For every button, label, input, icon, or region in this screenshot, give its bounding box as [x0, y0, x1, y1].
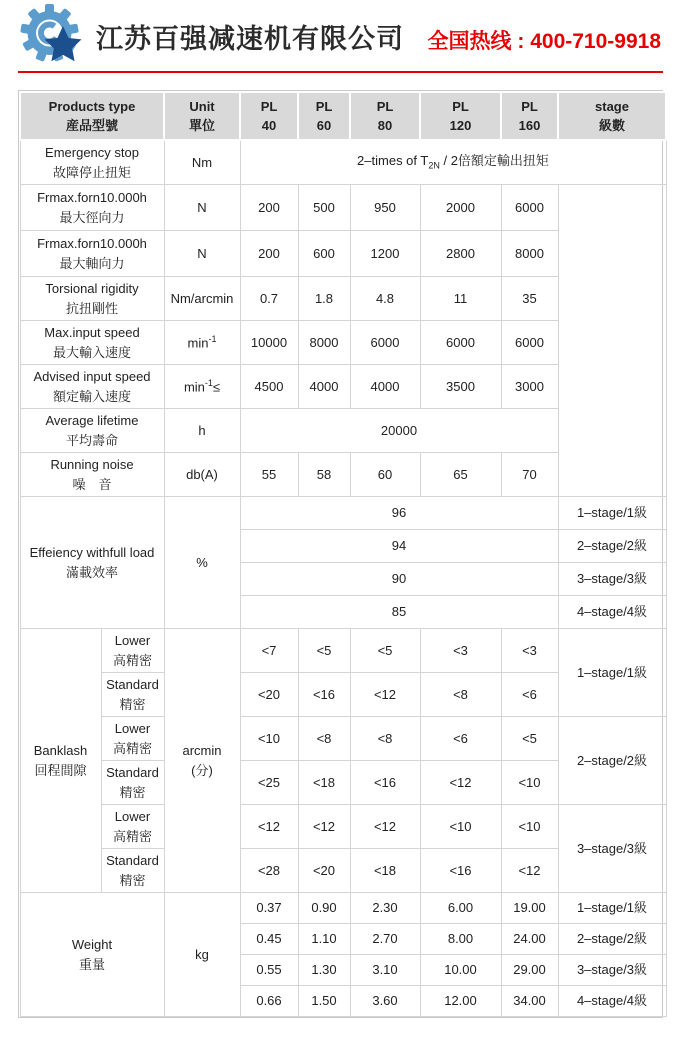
text-zh: 精密: [119, 872, 146, 888]
value-cell: 6000: [420, 321, 501, 365]
value-cell: 8000: [501, 231, 558, 277]
value-cell-span: 94: [240, 530, 558, 563]
hotline: [428, 25, 661, 55]
value-cell: 8.00: [420, 924, 501, 955]
text-line: 80: [377, 118, 393, 133]
text-zh: 高精密: [112, 652, 152, 668]
value-cell: <10: [240, 717, 298, 761]
unit-cell: db(A): [164, 453, 240, 497]
value-cell: 4.8: [350, 277, 420, 321]
value-cell: 1.30: [298, 955, 350, 986]
value-cell: 3000: [501, 365, 558, 409]
row-label-max-input-speed: [20, 321, 164, 365]
stage-empty-cell: [558, 185, 666, 497]
unit-cell: [164, 365, 240, 409]
company-logo: [18, 3, 86, 67]
col-header-stage: [558, 92, 666, 140]
stage-cell: 4–stage/4級: [558, 596, 666, 629]
value-cell: 500: [298, 185, 350, 231]
row-label-efficiency: [20, 497, 164, 629]
unit-superscript: -1: [204, 377, 213, 388]
value-cell: 60: [350, 453, 420, 497]
text-zh: 精密: [119, 696, 146, 712]
text-line: PL: [452, 98, 469, 114]
text-en: Unit: [189, 98, 215, 114]
text-en: Lower: [114, 721, 151, 736]
unit-tail: ≤: [212, 378, 221, 394]
value-cell: 24.00: [501, 924, 558, 955]
stage-cell: 1–stage/1級: [558, 497, 666, 530]
red-divider: [18, 71, 663, 73]
text-line: PL: [315, 98, 333, 114]
value-cell: 19.00: [501, 893, 558, 924]
row-weight-stage1: [20, 893, 666, 924]
value-cell: <5: [501, 717, 558, 761]
text-zh: 高精密: [112, 828, 152, 844]
text-zh: 重量: [78, 956, 105, 972]
value-cell: <12: [350, 805, 420, 849]
text-zh: 精密: [119, 784, 146, 800]
value-cell: 200: [240, 185, 298, 231]
stage-cell: 2–stage/2級: [558, 530, 666, 563]
unit-line1: arcmin: [182, 743, 222, 758]
backlash-type-cell: [101, 673, 164, 717]
value-cell: <10: [420, 805, 501, 849]
text-zh: 滿載效率: [65, 564, 118, 580]
spec-table: [19, 91, 667, 1017]
text-zh: 抗扭剛性: [65, 300, 118, 316]
text-zh: 故障停止扭矩: [52, 164, 131, 180]
value-cell: 2.70: [350, 924, 420, 955]
unit-cell: kg: [164, 893, 240, 1017]
stage-cell: 3–stage/3級: [558, 955, 666, 986]
value-cell: <16: [350, 761, 420, 805]
value-cell: 1.10: [298, 924, 350, 955]
value-cell: 0.37: [240, 893, 298, 924]
value-cell: 4500: [240, 365, 298, 409]
value-cell: <8: [350, 717, 420, 761]
value-cell: 600: [298, 231, 350, 277]
row-emergency-stop: [20, 140, 666, 185]
text-en: Banklash: [33, 743, 88, 758]
value-cell: 950: [350, 185, 420, 231]
value-cell: <12: [501, 849, 558, 893]
row-backlash-lower-stage1: [20, 629, 666, 673]
text-line: PL: [376, 98, 394, 114]
value-cell: 35: [501, 277, 558, 321]
value-cell: 12.00: [420, 986, 501, 1017]
text-zh: 平均壽命: [65, 432, 118, 448]
value-cell: 70: [501, 453, 558, 497]
value-cell: 4000: [298, 365, 350, 409]
row-efficiency-stage1: [20, 497, 666, 530]
row-label-advised-input-speed: [20, 365, 164, 409]
text-zh: 最大輸入速度: [52, 344, 131, 360]
text-en: Torsional rigidity: [45, 281, 139, 296]
value-cell: 0.55: [240, 955, 298, 986]
stage-cell: 3–stage/3級: [558, 805, 666, 893]
text-zh: 噪 音: [72, 476, 112, 492]
value-cell: 4000: [350, 365, 420, 409]
text-line: PL: [260, 98, 278, 114]
value-cell: 6000: [350, 321, 420, 365]
value-cell: <20: [298, 849, 350, 893]
unit-line2: (分): [191, 762, 213, 778]
text-zh: 級數: [598, 118, 625, 133]
value-cell: <8: [298, 717, 350, 761]
value-cell: 29.00: [501, 955, 558, 986]
unit-cell: N: [164, 231, 240, 277]
row-label-running-noise: [20, 453, 164, 497]
value-cell-span: 85: [240, 596, 558, 629]
backlash-type-cell: [101, 805, 164, 849]
value-cell-span: 20000: [240, 409, 558, 453]
value-cell: <5: [298, 629, 350, 673]
row-label-emergency-stop: [20, 140, 164, 185]
hotline-label: 全国热线 :: [427, 30, 525, 53]
backlash-type-cell: [101, 717, 164, 761]
value-cell: 10.00: [420, 955, 501, 986]
text-en: Standard: [106, 677, 159, 692]
row-radial-force: [20, 185, 666, 231]
text-line: 40: [261, 118, 277, 133]
stage-cell: 2–stage/2級: [558, 924, 666, 955]
col-header-products: [20, 92, 164, 140]
text-en: stage: [595, 98, 629, 114]
site-header: [18, 3, 663, 69]
text-en: Advised input speed: [33, 369, 151, 384]
value-cell: <18: [350, 849, 420, 893]
value-cell: <12: [298, 805, 350, 849]
text-zh: 單位: [188, 118, 215, 133]
unit-cell: Nm: [164, 140, 240, 185]
value-cell: 8000: [298, 321, 350, 365]
text-en: Lower: [114, 809, 151, 824]
text-prefix: 2–times of T: [357, 153, 429, 169]
table-header-row: [20, 92, 666, 140]
backlash-type-cell: [101, 629, 164, 673]
col-header-pl80: [350, 92, 420, 140]
value-cell: 3500: [420, 365, 501, 409]
stage-cell: 2–stage/2級: [558, 717, 666, 805]
text-line: PL: [521, 98, 538, 114]
value-cell: 1200: [350, 231, 420, 277]
text-zh: 最大軸向力: [59, 255, 125, 271]
unit-cell: h: [164, 409, 240, 453]
row-label-torsional-rigidity: [20, 277, 164, 321]
row-label-backlash: [20, 629, 101, 893]
col-header-pl160: [501, 92, 558, 140]
col-header-pl60: [298, 92, 350, 140]
text-line: 160: [518, 118, 541, 133]
value-cell: 3.10: [350, 955, 420, 986]
value-cell: 2800: [420, 231, 501, 277]
stage-cell: 1–stage/1級: [558, 893, 666, 924]
row-backlash-lower-stage3: [20, 805, 666, 849]
value-cell: 65: [420, 453, 501, 497]
row-label-weight: [20, 893, 164, 1017]
stage-cell: 1–stage/1級: [558, 629, 666, 717]
text-suffix: / 2倍額定輸出扭矩: [439, 153, 549, 169]
text-zh: 額定輸入速度: [52, 388, 131, 404]
value-cell: 1.50: [298, 986, 350, 1017]
value-cell: <3: [420, 629, 501, 673]
value-cell: <12: [420, 761, 501, 805]
value-cell: <12: [350, 673, 420, 717]
value-cell: <6: [420, 717, 501, 761]
value-cell: <28: [240, 849, 298, 893]
value-cell: <6: [501, 673, 558, 717]
value-cell: <10: [501, 761, 558, 805]
value-cell: 0.90: [298, 893, 350, 924]
text-en: Running noise: [50, 457, 134, 472]
text-zh: 産品型號: [65, 118, 118, 133]
value-cell-span: [240, 140, 666, 185]
value-cell: <7: [240, 629, 298, 673]
value-cell: 1.8: [298, 277, 350, 321]
text-en: Frmax.forn10.000h: [37, 236, 147, 251]
stage-cell: 4–stage/4級: [558, 986, 666, 1017]
unit-cell: %: [164, 497, 240, 629]
value-cell: 10000: [240, 321, 298, 365]
value-cell: 58: [298, 453, 350, 497]
stage-cell: 3–stage/3級: [558, 563, 666, 596]
text-zh: 回程間隙: [34, 762, 87, 778]
row-label-average-lifetime: [20, 409, 164, 453]
value-cell: 0.7: [240, 277, 298, 321]
unit-cell: [164, 321, 240, 365]
col-header-pl120: [420, 92, 501, 140]
text-en: Average lifetime: [45, 413, 139, 428]
value-cell: <16: [420, 849, 501, 893]
text-subscript: 2N: [428, 161, 440, 172]
spec-table-wrap: [18, 90, 663, 1018]
backlash-type-cell: [101, 761, 164, 805]
text-zh: 最大徑向力: [59, 209, 125, 225]
value-cell: 200: [240, 231, 298, 277]
row-label-axial-force: [20, 231, 164, 277]
hotline-number: 400-710-9918: [530, 30, 661, 53]
unit-superscript: -1: [208, 333, 217, 344]
text-en: Standard: [106, 765, 159, 780]
text-en: Emergency stop: [45, 145, 139, 160]
text-en: Max.input speed: [44, 325, 140, 340]
value-cell: <3: [501, 629, 558, 673]
row-backlash-lower-stage2: [20, 717, 666, 761]
value-cell: <10: [501, 805, 558, 849]
value-cell: <12: [240, 805, 298, 849]
value-cell-span: 96: [240, 497, 558, 530]
unit-cell: [164, 629, 240, 893]
unit-cell: N: [164, 185, 240, 231]
text-en: Frmax.forn10.000h: [37, 190, 147, 205]
row-label-radial-force: [20, 185, 164, 231]
unit-base: min: [187, 334, 209, 350]
unit-cell: Nm/arcmin: [164, 277, 240, 321]
value-cell: 6.00: [420, 893, 501, 924]
company-name: 江苏百强减速机有限公司: [96, 24, 404, 54]
value-cell: 34.00: [501, 986, 558, 1017]
value-cell: <16: [298, 673, 350, 717]
value-cell: 6000: [501, 185, 558, 231]
unit-base: min: [183, 378, 205, 394]
text-line: 120: [449, 118, 472, 133]
value-cell-span: 90: [240, 563, 558, 596]
value-cell: 0.66: [240, 986, 298, 1017]
value-cell: 11: [420, 277, 501, 321]
text-en: Standard: [106, 853, 159, 868]
text-en: Lower: [114, 633, 151, 648]
value-cell: 6000: [501, 321, 558, 365]
value-cell: 0.45: [240, 924, 298, 955]
col-header-pl40: [240, 92, 298, 140]
value-cell: <5: [350, 629, 420, 673]
text-en: Products type: [48, 98, 136, 114]
value-cell: <20: [240, 673, 298, 717]
col-header-unit: [164, 92, 240, 140]
value-cell: <25: [240, 761, 298, 805]
text-line: 60: [316, 118, 332, 133]
value-cell: <8: [420, 673, 501, 717]
text-en: Weight: [71, 937, 113, 952]
text-zh: 高精密: [112, 740, 152, 756]
value-cell: 2.30: [350, 893, 420, 924]
gear-star-logo-icon: [18, 3, 86, 67]
value-cell: 55: [240, 453, 298, 497]
value-cell: 2000: [420, 185, 501, 231]
backlash-type-cell: [101, 849, 164, 893]
value-cell: 3.60: [350, 986, 420, 1017]
value-cell: <18: [298, 761, 350, 805]
text-en: Effeiency withfull load: [29, 545, 155, 560]
